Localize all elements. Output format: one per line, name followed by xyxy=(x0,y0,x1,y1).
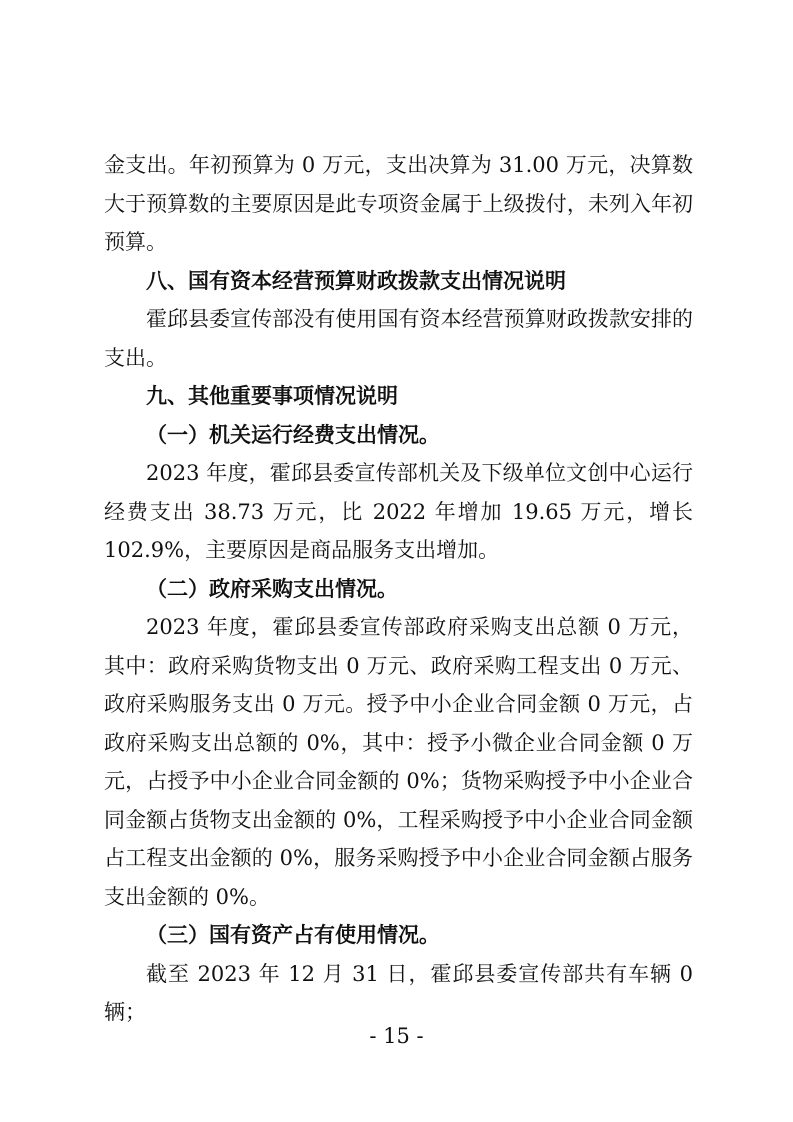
paragraph-state-capital-no-expenditure: 霍邱县委宣传部没有使用国有资本经营预算财政拨款安排的支出。 xyxy=(104,307,693,370)
document-body xyxy=(104,146,693,1032)
paragraph-agency-operating-expenses: 2023 年度，霍邱县委宣传部机关及下级单位文创中心运行经费支出 38.73 万元，比 2022 年增加 19.65 万元，增长 102.9%，主要原因是商品服务支出增加。 xyxy=(104,461,693,562)
paragraph-state-assets-vehicles: 截至 2023 年 12 月 31 日，霍邱县委宣传部共有车辆 0 辆； xyxy=(104,961,693,1024)
page-footer xyxy=(0,1024,793,1048)
heading-section-eight-state-capital-budget: 八、国有资本经营预算财政拨款支出情况说明 xyxy=(146,268,566,293)
paragraph-government-procurement-details: 2023 年度，霍邱县委宣传部政府采购支出总额 0 万元，其中：政府采购货物支出 0 万元、政府采购工程支出 0 万元、政府采购服务支出 0 万元。授予中小企业合同金额 0 万元，占政府采购支出总额的 0%，其中：授予小微企业合同金额 0 万元，占授予中小企业合同金额的 0%；货物采购授予中小企业合同金额占货物支出金额的 0%，工程采购授予中小企业合同金额占工程支出金额的 0%，服务采购授予中小企业合同金额占服务支出金额的 0%。 xyxy=(104,615,693,909)
heading-sub-three-state-assets-usage: （三）国有资产占有使用情况。 xyxy=(146,923,440,947)
page-number: - 15 - xyxy=(369,1024,424,1048)
heading-sub-two-government-procurement: （二）政府采购支出情况。 xyxy=(146,576,398,601)
paragraph-special-funds-continuation: 金支出。年初预算为 0 万元，支出决算为 31.00 万元，决算数大于预算数的主要原因是此专项资金属于上级拨付，未列入年初预算。 xyxy=(104,153,693,254)
heading-section-nine-other-important-matters: 九、其他重要事项情况说明 xyxy=(146,384,398,408)
heading-sub-one-agency-operating-expenses: （一）机关运行经费支出情况。 xyxy=(146,422,440,447)
